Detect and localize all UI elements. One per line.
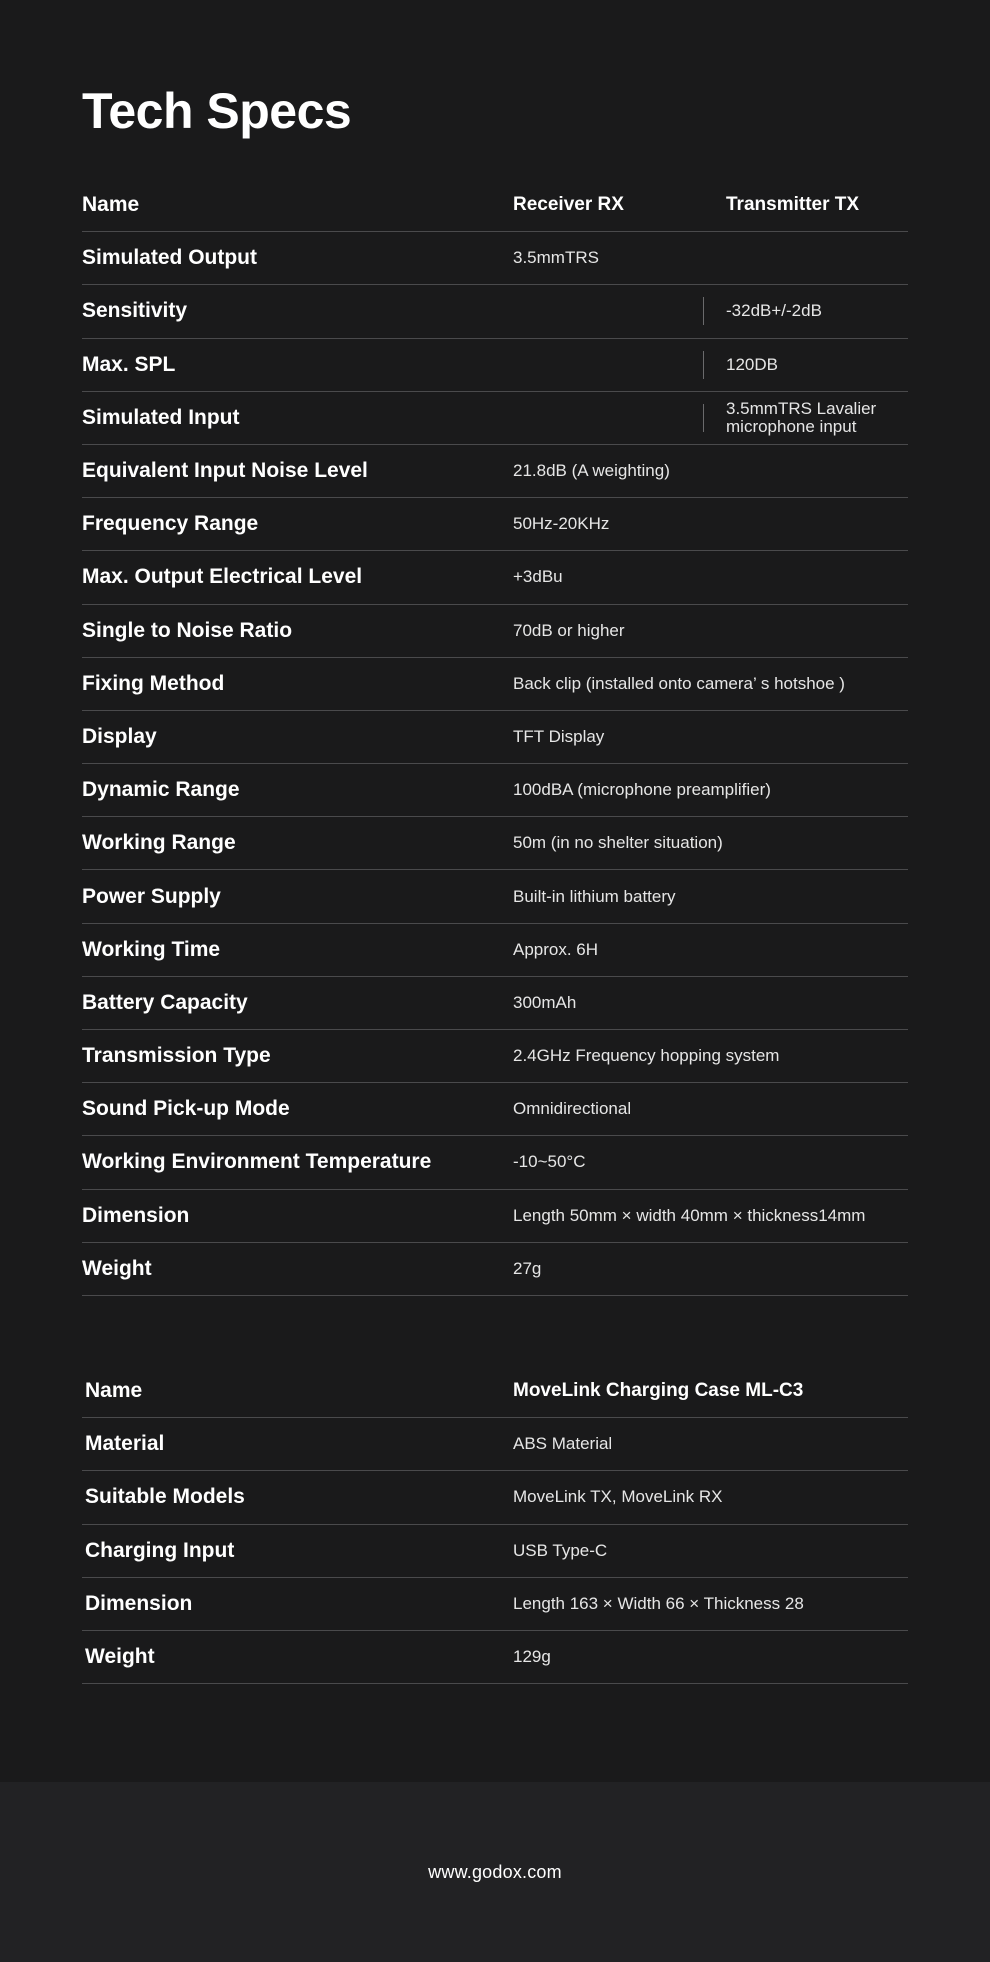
- table-row: [82, 1418, 908, 1471]
- table-row: [82, 764, 908, 817]
- table-row: [82, 711, 908, 764]
- spec-value-tx: 120DB: [726, 354, 778, 374]
- spec-name: Suitable Models: [85, 1485, 245, 1509]
- spec-name: Power Supply: [82, 884, 221, 908]
- spec-value: 300mAh: [513, 992, 577, 1012]
- spec-value: Omnidirectional: [513, 1099, 632, 1119]
- spec-name: Transmission Type: [82, 1044, 271, 1068]
- spec-value: TFT Display: [513, 726, 605, 746]
- spec-name: Frequency Range: [82, 512, 259, 536]
- table-row: [82, 1030, 908, 1083]
- spec-name: Battery Capacity: [82, 990, 248, 1014]
- spec-name: Sound Pick-up Mode: [82, 1097, 290, 1121]
- spec-name: Sensitivity: [82, 299, 188, 323]
- table-row: [82, 1243, 908, 1296]
- spec-name: Display: [82, 724, 157, 748]
- specs-table-movelink: [82, 179, 908, 1296]
- spec-name: Working Time: [82, 937, 221, 961]
- spec-value: Length 50mm × width 40mm × thickness14mm: [513, 1205, 866, 1225]
- spec-name: Weight: [82, 1256, 152, 1280]
- header-receiver-rx: Receiver RX: [513, 194, 624, 216]
- spec-value: -10~50°C: [513, 1152, 586, 1172]
- spec-name: Working Environment Temperature: [82, 1150, 432, 1174]
- spec-value: 3.5mmTRS: [513, 248, 599, 268]
- website-link[interactable]: www.godox.com: [428, 1862, 562, 1882]
- spec-name: Dynamic Range: [82, 778, 240, 802]
- table-row: [82, 870, 908, 923]
- table-row: [82, 1136, 908, 1189]
- spec-value: ABS Material: [513, 1434, 613, 1454]
- table-header-row: [82, 179, 908, 232]
- page-title: Tech Specs: [82, 83, 352, 139]
- spec-value: Built-in lithium battery: [513, 886, 676, 906]
- header-charging-case: MoveLink Charging Case ML-C3: [513, 1380, 804, 1402]
- spec-value: Approx. 6H: [513, 939, 599, 959]
- spec-value-tx-line1: 3.5mmTRS Lavalier: [726, 398, 877, 418]
- table-row: [82, 339, 908, 392]
- spec-value: 27g: [513, 1258, 542, 1278]
- column-divider: [703, 351, 704, 379]
- table-row: [82, 817, 908, 870]
- spec-name: Dimension: [85, 1591, 193, 1615]
- specs-table-charging-case: [82, 1365, 908, 1684]
- spec-value: 21.8dB (A weighting): [513, 461, 670, 481]
- spec-name: Working Range: [82, 831, 236, 855]
- spec-name: Simulated Input: [82, 405, 240, 429]
- spec-value: 100dBA (microphone preamplifier): [513, 780, 771, 800]
- spec-value: USB Type-C: [513, 1540, 608, 1560]
- spec-value: Back clip (installed onto camera’ s hotshoe ): [513, 673, 845, 693]
- table-row: [82, 1525, 908, 1578]
- spec-value-tx: -32dB+/-2dB: [726, 301, 822, 321]
- spec-value: 2.4GHz Frequency hopping system: [513, 1046, 780, 1066]
- spec-value: 50Hz-20KHz: [513, 514, 610, 534]
- table-row: [82, 924, 908, 977]
- table-row: [82, 392, 908, 445]
- table-row: [82, 1471, 908, 1524]
- spec-value-tx: [726, 400, 876, 436]
- table-row: [82, 445, 908, 498]
- column-divider: [703, 297, 704, 325]
- spec-value: 70dB or higher: [513, 620, 625, 640]
- table-row: [82, 1578, 908, 1631]
- header-name: Name: [85, 1379, 143, 1403]
- table-row: [82, 232, 908, 285]
- table-row: [82, 1631, 908, 1684]
- table-row: [82, 285, 908, 338]
- footer: [0, 1782, 990, 1962]
- spec-name: Max. SPL: [82, 352, 176, 376]
- table-row: [82, 605, 908, 658]
- table-header-row: [82, 1365, 908, 1418]
- spec-name: Charging Input: [85, 1538, 235, 1562]
- table-row: [82, 1083, 908, 1136]
- spec-value: 129g: [513, 1647, 551, 1667]
- table-row: [82, 498, 908, 551]
- table-row: [82, 658, 908, 711]
- header-transmitter-tx: Transmitter TX: [726, 194, 860, 216]
- spec-value: 50m (in no shelter situation): [513, 833, 723, 853]
- spec-value-tx-line2: microphone input: [726, 416, 857, 436]
- spec-name: Material: [85, 1432, 165, 1456]
- spec-name: Fixing Method: [82, 671, 225, 695]
- spec-value: MoveLink TX, MoveLink RX: [513, 1487, 723, 1507]
- spec-name: Dimension: [82, 1203, 190, 1227]
- column-divider: [703, 404, 704, 432]
- header-name: Name: [82, 193, 140, 217]
- spec-value: +3dBu: [513, 567, 563, 587]
- table-row: [82, 551, 908, 604]
- spec-value: Length 163 × Width 66 × Thickness 28: [513, 1593, 804, 1613]
- table-row: [82, 977, 908, 1030]
- spec-name: Max. Output Electrical Level: [82, 565, 363, 589]
- table-row: [82, 1190, 908, 1243]
- spec-name: Equivalent Input Noise Level: [82, 459, 368, 483]
- spec-name: Single to Noise Ratio: [82, 618, 293, 642]
- spec-name: Weight: [85, 1645, 155, 1669]
- spec-name: Simulated Output: [82, 246, 257, 270]
